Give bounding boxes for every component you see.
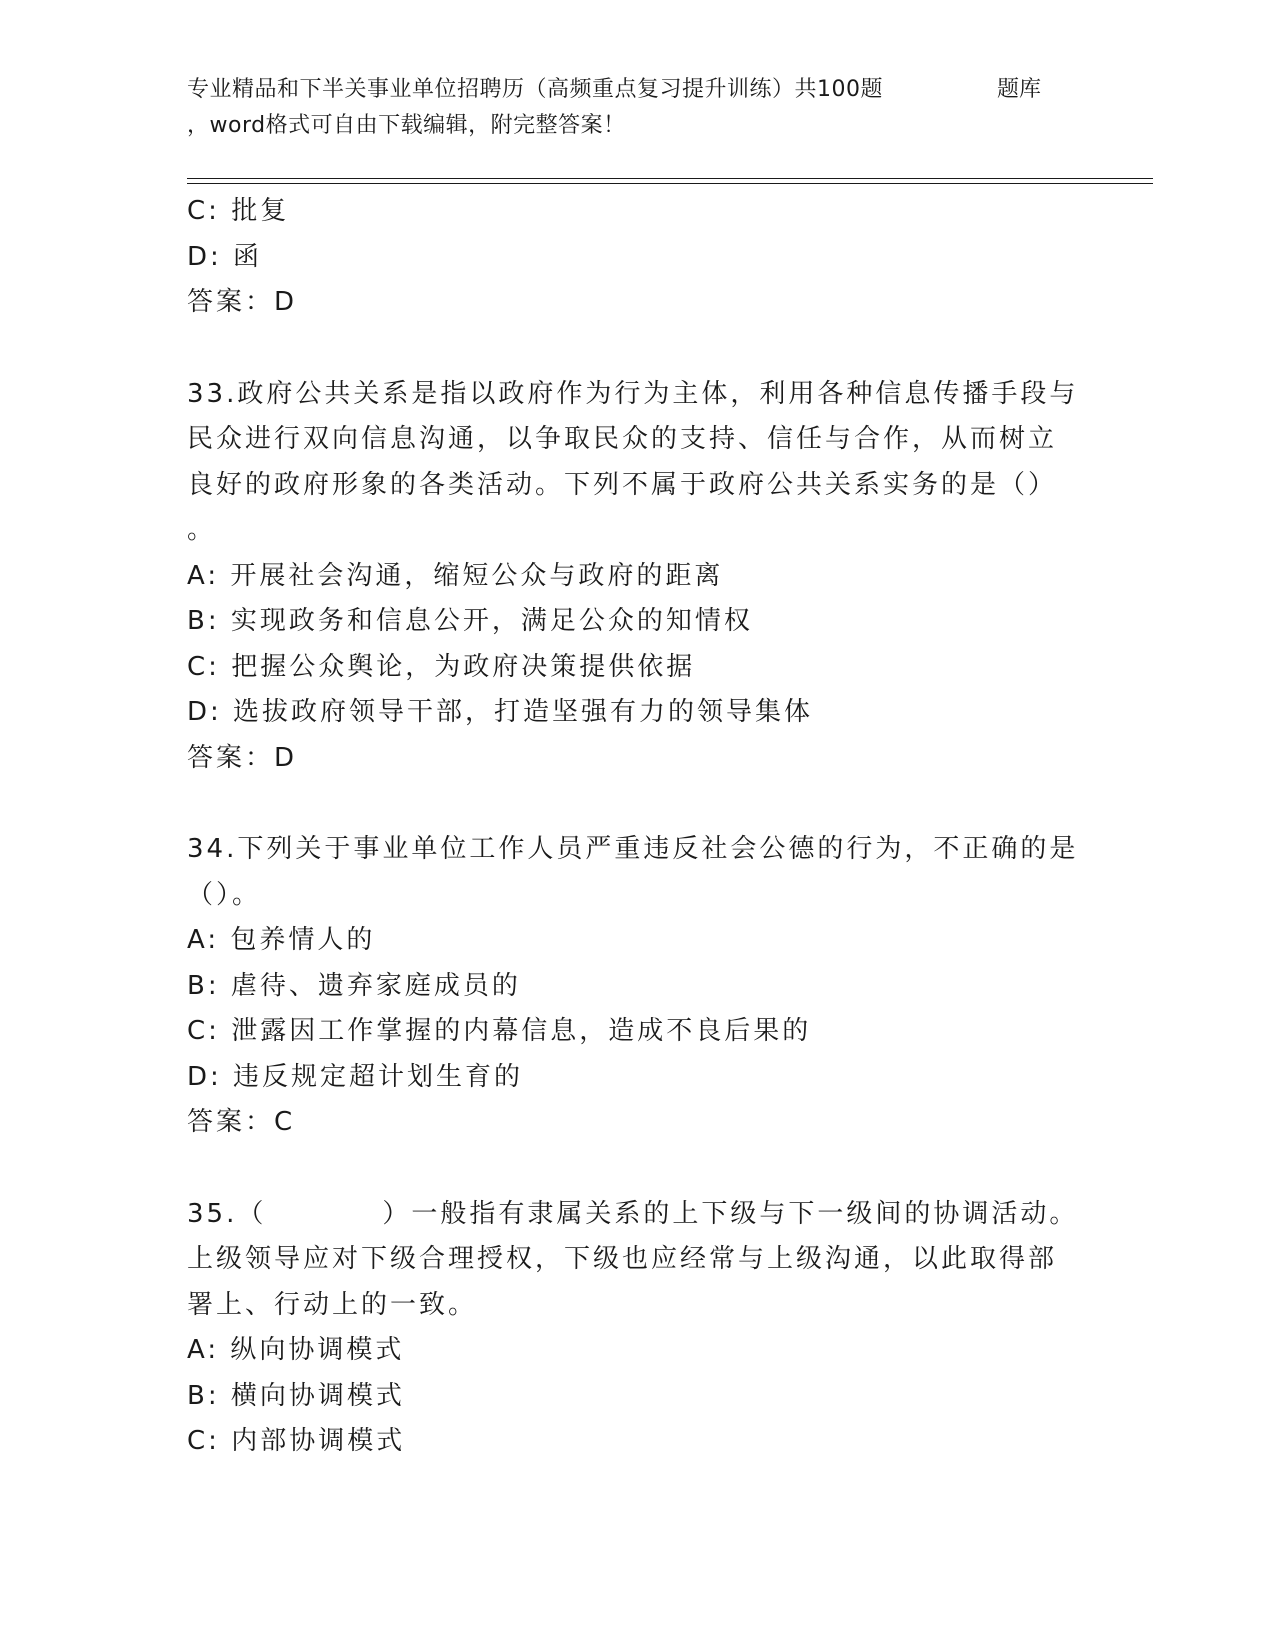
option-label: C: (187, 1426, 220, 1456)
question-stem-line: 上级领导应对下级合理授权，下级也应经常与上级沟通，以此取得部 (187, 1244, 1058, 1274)
option-text: 把握公众舆论，为政府决策提供依据 (231, 651, 696, 682)
option-label: D: (187, 1061, 222, 1092)
option-text: 实现政务和信息公开，满足公众的知情权 (230, 606, 753, 636)
answer-line: 答案：C (187, 1107, 296, 1137)
header-title-line2: ，word格式可自由下载编辑，附完整答案！ (187, 113, 626, 138)
option-text: 选拔政府领导干部，打造坚强有力的领导集体 (233, 697, 814, 727)
question-stem-line: 35.（ ）一般指有隶属关系的上下级与下一级间的协调活动。 (187, 1198, 1079, 1229)
option-label: C: (187, 1016, 220, 1046)
header-title-line1: 专业精品和下半关事业单位招聘历（高频重点复习提升训练）共100题 (187, 77, 883, 102)
question-stem-line: 署上、行动上的一致。 (187, 1289, 478, 1320)
option-a (187, 554, 1087, 600)
option-text: 泄露因工作掌握的内幕信息，造成不良后果的 (231, 1016, 812, 1046)
option-text: 纵向协调模式 (230, 1335, 405, 1365)
option-label: C: (187, 196, 220, 226)
option-label: B: (187, 606, 220, 636)
option-c (187, 189, 1087, 235)
question-stem-line: （）。 (187, 879, 262, 910)
option-text: 包养情人的 (230, 925, 376, 955)
option-a (187, 918, 1087, 964)
page-header (187, 74, 1107, 144)
answer-line: 答案：D (187, 287, 298, 317)
header-rule-bottom (187, 183, 1153, 184)
option-a (187, 1328, 1087, 1374)
header-rule-top (187, 178, 1153, 179)
option-text: 虐待、遗弃家庭成员的 (230, 970, 521, 1001)
option-label: A: (187, 560, 220, 591)
question-stem-line: 良好的政府形象的各类活动。下列不属于政府公共关系实务的是（） (187, 469, 1058, 500)
header-tag: 题库 (997, 77, 1042, 102)
option-d (187, 690, 1087, 736)
option-b (187, 964, 1087, 1010)
option-text: 横向协调模式 (230, 1380, 405, 1411)
option-text: 违反规定超计划生育的 (233, 1061, 524, 1092)
option-label: A: (187, 925, 220, 955)
question-stem-line: 。 (187, 515, 217, 545)
option-label: D: (187, 697, 222, 727)
question-stem-line: 34.下列关于事业单位工作人员严重违反社会公德的行为，不正确的是 (187, 834, 1079, 864)
document-body (187, 189, 1087, 1465)
option-b (187, 1374, 1087, 1420)
option-d (187, 1055, 1087, 1101)
option-b (187, 599, 1087, 645)
option-text: 开展社会沟通，缩短公众与政府的距离 (230, 560, 724, 591)
option-label: D: (187, 241, 222, 272)
option-text: 内部协调模式 (231, 1426, 406, 1456)
option-label: B: (187, 1380, 220, 1411)
prev-question-tail (187, 189, 1087, 326)
question-stem-line: 33.政府公共关系是指以政府作为行为主体，利用各种信息传播手段与 (187, 378, 1079, 409)
question-33 (187, 372, 1087, 782)
question-35 (187, 1192, 1087, 1465)
question-stem-line: 民众进行双向信息沟通，以争取民众的支持、信任与合作，从而树立 (187, 424, 1058, 454)
option-c (187, 1419, 1087, 1465)
question-34 (187, 827, 1087, 1146)
option-text: 批复 (231, 196, 290, 226)
option-c (187, 1009, 1087, 1055)
option-label: B: (187, 970, 220, 1001)
option-c (187, 645, 1087, 691)
option-label: C: (187, 651, 220, 682)
option-d (187, 235, 1087, 281)
option-label: A: (187, 1335, 220, 1365)
option-text: 函 (233, 241, 263, 272)
answer-line: 答案：D (187, 742, 298, 773)
